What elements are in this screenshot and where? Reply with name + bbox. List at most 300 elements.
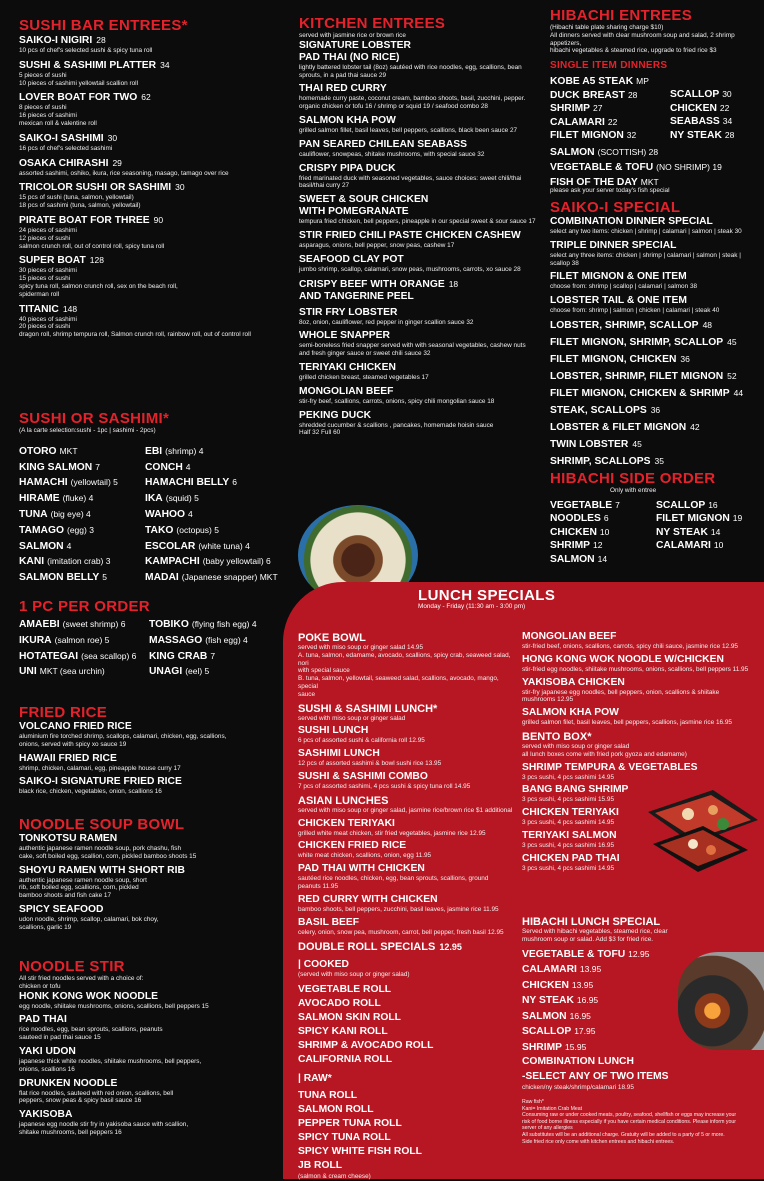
item-name-text: SAIKO-I NIGIRI [19,35,93,46]
menu-item [299,254,539,274]
item-desc: 20 pieces of sushi [19,323,71,331]
menu-item [550,116,670,130]
item-desc: cake, soft boiled egg, scallion, corn, pickled bamboo shoots 15 [19,852,197,860]
lunch-left-column [298,632,513,1181]
item-desc: 3 pcs sushi, 4 pcs sashimi 14.95 [522,864,614,872]
menu-item [299,83,539,111]
item-name-text: LOBSTER TAIL & ONE ITEM [550,295,687,307]
menu-item [550,455,762,468]
lunch-item [522,631,762,651]
menu-item [299,386,539,406]
item-price: 90 [153,214,164,225]
item-name-text: WHOLE SNAPPER [299,330,390,342]
menu-item [19,181,281,210]
item-name: FILET MIGNON [550,130,624,142]
item-name: NY STEAK [656,526,708,538]
lunch-section-title: BENTO BOX* [522,730,592,743]
lunch-subsection-title: | COOKED [298,959,349,971]
item-name-text: SAIKO-I SASHIMI [19,132,104,144]
item-desc: 8oz, onion, cauliflower, red pepper in ginger scallion sauce 32 [299,318,474,326]
menu-item [299,194,539,226]
item-name [299,254,539,266]
item-name [299,115,539,127]
roll-item: SPICY KANI ROLL [298,1026,388,1038]
item-desc: grilled chicken breast, steamed vegetables 17 [299,373,429,381]
item-note: 16.95 [569,1010,591,1021]
menu-item [19,132,281,153]
menu-item [145,554,281,570]
item-desc: rice noodles, egg, bean sprouts, scallions, peanuts [19,1026,163,1034]
menu-item [299,230,539,250]
item-desc: choose from: shrimp | scallop | calamari | salmon 38 [550,283,698,291]
section-sub: All dinners served with clear mushroom soup and salad, 2 shrimp appetizers, [550,31,735,47]
bento-box-photo [643,782,761,874]
item-note: 28 [724,129,735,140]
item-name [19,132,281,145]
item-desc: assorted sashimi, oshiko, ikura, rice seasoning, masago, tamago over rice [19,169,229,177]
menu-item [19,776,281,796]
item-note: 32 [626,130,637,141]
item-name-text: VOLCANO FRIED RICE [19,721,132,732]
item-name-text: SUSHI & SASHIMI PLATTER [19,59,157,71]
section-title: NOODLE STIR [19,958,125,975]
menu-item [19,633,151,649]
item-desc: organic chicken or tofu 16 / shrimp or squid 19 / seafood combo 28 [299,103,488,111]
item-name-text: LOBSTER, SHRIMP, SCALLOP [550,319,699,331]
menu-item [145,491,281,507]
item-name [550,455,762,468]
menu-item [149,664,281,680]
section-sub: served with jasmine rice or brown rice [299,32,406,39]
item-note: 16 [708,499,718,510]
item-name-text: PIRATE BOAT FOR THREE [19,214,150,226]
item-desc: 24 pieces of sashimi [19,226,77,234]
item-name-text: CRISPY PIPA DUCK [299,162,396,174]
item-note: 14 [710,526,721,537]
item-note: 27 [593,103,603,114]
noodle-stir-section [19,958,281,1137]
menu-item [550,89,670,103]
item-name-text: DRUNKEN NOODLE [19,1077,118,1089]
item-name: SHRIMP [550,540,591,552]
menu-item [145,444,281,460]
lunch-item [298,725,513,745]
item-name [19,157,281,170]
footer-line: Raw fish* [522,1099,544,1105]
lunch-sub: served with miso soup or ginger salad [298,714,406,722]
item-name [550,216,762,228]
item-name [19,904,281,916]
item-name-text: TWIN LOBSTER [550,438,629,450]
menu-item [19,475,155,491]
menu-item [19,34,281,55]
item-name: FISH OF THE DAY [550,176,638,188]
item-name [19,91,281,104]
lunch-item [522,654,762,674]
item-note: 10 [713,540,724,551]
item-note: MKT [640,176,659,187]
menu-item [550,438,762,451]
item-name: VEGETABLE [550,499,613,511]
item-desc: mushrooms 12.95 [522,696,574,704]
footer-line: server of any allergies [522,1125,573,1132]
item-desc: 12 pcs of assorted sashimi & bowl sushi rice 13.95 [298,760,442,768]
middle-column [299,0,539,437]
lunch-hours: Monday - Friday (11:30 am - 3:00 pm) [418,603,526,610]
item-name [550,387,762,400]
item-desc: 3 pcs sushi, 4 pcs sashimi 16.95 [522,841,614,849]
item-price: 18 [448,278,459,289]
item-desc: sautéed rice noodles, chicken, egg, bean sprouts, scallions, ground [298,875,489,883]
item-name-text: SHOYU RAMEN WITH SHORT RIB [19,864,185,876]
noodle-soup-section [19,816,281,932]
item-name-text: STIR FRIED CHILI PASTE CHICKEN CASHEW [299,229,521,241]
section-sub: hibachi vegetables & steamed rice, upgrade to fried rice $3 [550,47,717,55]
section-title: 1 PC PER ORDER [19,598,150,615]
item-name: OTORO [19,445,57,457]
item-note: 14 [597,553,608,564]
item-name: SHRIMP [550,103,591,115]
item-name: CONCH [145,461,183,473]
saiko-special-section [550,199,762,468]
menu-item [522,1070,762,1085]
item-note: (egg) 3 [67,524,94,535]
two-col-list [19,617,281,680]
item-desc: onions, served with spicy xo sauce 19 [19,740,127,748]
item-note: (sweet shrimp) 6 [62,619,126,629]
item-price: 30 [107,132,118,143]
item-desc: grilled salmon fillet, basil leaves, bell peppers, scallions, black been sauce 27 [299,126,518,134]
item-desc: 16 pcs of chef's selected sashimi [19,144,113,152]
item-name: HAMACHI BELLY [145,477,230,489]
item-desc: 3 pcs sushi, 4 pcs sashimi 14.95 [522,819,614,827]
menu-item [19,303,281,339]
item-name-text: HAWAII FRIED RICE [19,752,117,764]
menu-item [550,271,762,291]
item-price: 35 [654,455,664,466]
item-note: (NO SHRIMP) 19 [656,161,722,172]
item-name: HAMACHI [19,477,68,489]
item-name: HONG KONG WOK NOODLE W/CHICKEN [522,653,724,665]
item-note: (Japanese snapper) MKT [181,572,278,583]
item-note: 4 [66,540,72,551]
menu-item [19,460,155,476]
footer-line: All substitutes will be an additional charge. Gratuity will be added to a party of 5 or more. [522,1131,725,1138]
roll-item: SPICY TUNA ROLL [298,1132,391,1144]
item-desc: homemade curry paste, coconut cream, bamboo shoots, basil, zucchini, pepper. [299,95,526,103]
item-desc: udon noodle, shrimp, scallop, calamari, bok choy, [19,915,159,923]
item-desc: sprouts, in a pad thai sauce 29 [299,71,387,79]
item-note: (octopus) 5 [176,524,219,535]
item-name-text: FILET MIGNON, SHRIMP, SCALLOP [550,336,724,348]
lunch-sub: sauce [298,690,316,698]
item-desc: stir-fried beef, onions, scallions, carrots, spicy chili sauce, jasmine rice 12.95 [522,643,738,650]
item-name-text: SHRIMP, SCALLOPS [550,455,651,467]
lunch-item [522,762,762,782]
item-note: 4 [185,461,191,472]
item-name: YAKISOBA CHICKEN [522,676,625,688]
item-desc: bamboo shoots and fish cake 17 [19,892,112,900]
sushi-sashimi-section [19,410,281,586]
menu-item [550,539,656,553]
item-desc: semi-boneless fried snapper served with with seasonal vegetables, cashew nuts [299,342,526,350]
item-price: 36 [680,353,690,364]
section-title: FRIED RICE [19,704,108,721]
section-sub: Only with entree [610,487,657,494]
item-desc: black rice, chicken, vegetables, onion, scallions 16 [19,788,162,796]
hibachi-lunch-title: HIBACHI LUNCH SPECIAL [522,916,661,928]
roll-item: SPICY WHITE FISH ROLL [298,1146,422,1158]
section-title: NOODLE SOUP BOWL [19,816,185,833]
menu-item [550,353,762,366]
col-a [19,444,155,586]
hibachi-photo [678,952,764,1050]
item-name: SALMON BELLY [19,572,100,584]
item-desc: egg noodle, shiitake mushrooms, onions, scallions, bell peppers 15 [19,1002,209,1010]
item-name: SUSHI & SASHIMI COMBO [298,770,428,782]
item-desc: 40 pieces of sashimi [19,315,77,323]
item-name [299,386,539,398]
roll-item: AVOCADO ROLL [298,998,381,1010]
lunch-item [522,677,762,705]
roll-item: VEGETABLE ROLL [298,984,392,996]
item-desc: japanese egg noodle stir fry in yakisoba sauce with scallion, [19,1121,189,1129]
item-name-text: SWEET & SOUR CHICKEN [299,194,429,206]
item-note: 28 [627,89,638,100]
item-name: SHRIMP TEMPURA & VEGETABLES [522,761,698,773]
menu-item [550,319,762,332]
item-name: MONGOLIAN BEEF [522,631,617,642]
lunch-item [298,863,513,891]
menu-item [19,753,281,773]
item-note: 10 [599,526,610,537]
item-note: MKT (sea urchin) [39,666,105,677]
menu-item [149,617,281,633]
menu-item [299,307,539,327]
item-name [19,59,281,72]
item-name-text: SPICY SEAFOOD [19,903,104,915]
item-name [19,776,281,788]
item-desc: grilled white meat chicken, stir fried vegetables, jasmine rice 12.95 [298,829,486,837]
item-name: ESCOLAR [145,540,196,552]
menu-item [19,1014,281,1042]
item-desc: peppers, snow peas & spicy basil sauce 16 [19,1097,142,1105]
roll-item: SHRIMP & AVOCADO ROLL [298,1040,434,1052]
item-name [299,307,539,319]
item-note: (fluke) 4 [62,493,94,504]
item-name-text: TRICOLOR SUSHI OR SASHIMI [19,182,172,194]
item-note: 12 [593,540,603,551]
item-note: MKT [59,445,78,456]
item-name: SCALLOP [670,89,720,101]
item-name-text: TONKOTSU RAMEN [19,833,118,844]
item-name: UNAGI [149,666,183,678]
item-name: VEGETABLE & TOFU [550,161,654,173]
roll-item: PEPPER TUNA ROLL [298,1118,402,1130]
item-name: SASHIMI LUNCH [298,748,380,760]
item-name: SCALLOP [656,499,706,511]
item-name-text: OSAKA CHIRASHI [19,157,109,169]
item-desc: 15 pieces of sushi [19,275,71,283]
item-name [19,1078,281,1090]
item-name-line2: AND TANGERINE PEEL [299,290,414,302]
item-note: (shrimp) 4 [165,445,204,456]
item-note: 34 [722,116,733,127]
col-a [19,617,151,680]
menu-item [19,904,281,932]
menu-item [522,1055,762,1070]
item-name: SHRIMP [522,1041,563,1053]
menu-item [550,295,762,315]
item-name: SALMON [19,540,64,552]
roll-list [298,983,513,1067]
item-name-text: STIR FRY LOBSTER [299,306,398,318]
item-note: 7 [615,499,620,510]
menu-item [299,40,539,80]
menu-item [19,991,281,1011]
footer-line: Kani= Imitation Crab Meat [522,1105,583,1112]
item-desc: salmon crunch roll, out of control roll, spicy tuna roll [19,242,165,250]
item-note: (sea scallop) 6 [81,650,137,661]
lunch-item [298,917,513,937]
menu-item [19,444,155,460]
item-name: VEGETABLE & TOFU [522,948,626,960]
item-name [550,421,762,434]
item-name: TAKO [145,524,174,536]
item-desc: asparagus, onions, bell pepper, snow peas, cashew 17 [299,241,455,249]
item-name [550,240,762,252]
item-name-text: YAKI UDON [19,1045,76,1057]
menu-item [145,460,281,476]
item-name: SALMON [550,553,595,565]
item-note: 19 [732,513,743,524]
item-name-text: FILET MIGNON & ONE ITEM [550,271,687,283]
item-name: TUNA [19,508,48,520]
menu-item [145,507,281,523]
section-title: HIBACHI SIDE ORDER [550,470,716,487]
item-desc: rib, soft boiled egg, scallions, corn, pickled [19,884,139,892]
roll-item: SALMON ROLL [298,1104,374,1116]
item-desc: 18 pcs of sashimi (tuna, salmon, yellowtail) [19,202,141,210]
menu-item [550,102,670,116]
item-name [299,40,539,52]
item-name [19,1046,281,1058]
item-name: KING SALMON [19,461,93,473]
lunch-sub: served with miso soup or ginger salad [522,742,630,750]
menu-item [19,491,155,507]
item-name: CHICKEN TERIYAKI [298,817,395,829]
item-name: RED CURRY WITH CHICKEN [298,893,438,905]
item-name: CHICKEN FRIED RICE [298,840,407,852]
menu-item [656,539,762,553]
item-name-text: TRIPLE DINNER SPECIAL [550,239,677,251]
item-desc: authentic japanese ramen noodle soup, pork chashu, fish [19,845,182,852]
item-name-text: TITANIC [19,303,59,315]
footer-line: Consuming raw or under cooked meats, poultry, seafood, shellfish or eggs may increase your [522,1112,737,1119]
item-price: 62 [141,92,151,103]
col-b [145,444,281,586]
menu-item [550,370,762,383]
item-name: SCALLOP [522,1026,572,1038]
lunch-title: LUNCH SPECIALS [418,587,556,604]
item-name [550,353,762,366]
item-desc: 15 pcs of sushi (tuna, salmon, yellowtail) [19,194,134,202]
item-name: SEABASS [670,116,720,128]
item-name [19,303,281,316]
item-name: FILET MIGNON [656,513,730,525]
item-name: IKURA [19,634,52,646]
lunch-sub: with special sauce [298,667,350,675]
two-col-list [550,499,762,567]
menu-item [19,617,151,633]
roll-item: CALIFORNIA ROLL [298,1054,392,1066]
footer-line: Side fried rice only come with kitchen entrees and hibachi entrees. [522,1138,675,1145]
item-note: 7 [210,650,216,661]
item-desc: bamboo shoots, bell peppers, zucchini, basil leaves, jasmine rice 11.95 [298,905,499,913]
item-name [550,336,762,349]
item-name-text: FILET MIGNON, CHICKEN [550,353,677,365]
item-name-text: LOBSTER, SHRIMP, FILET MIGNON [550,370,724,382]
item-name: TOBIKO [149,619,189,630]
item-desc: 7 pcs of assorted sashimi, 4 pcs sushi & spicy tuna roll 14.95 [298,782,471,790]
item-name: COMBINATION LUNCH [522,1056,634,1068]
col-a [550,499,656,567]
item-name: BASIL BEEF [298,916,360,928]
item-desc: lightly battered lobster tail (8oz) sautéed with rice noodles, egg, scallions, bean [299,63,522,71]
item-name: TERIYAKI SALMON [522,829,617,841]
item-name [550,370,762,383]
item-desc: tempura fried chicken, bell peppers, pineapple in our special sweet & sour sauce 17 [299,218,536,226]
roll-item: SALMON SKIN ROLL [298,1012,401,1024]
section-title: SUSHI BAR ENTREES* [19,17,188,34]
item-desc: grilled salmon filet, basil leaves, bell peppers, scallions, jasmine rice 16.95 [522,719,732,727]
item-name: NOODLES [550,513,601,525]
lunch-item [298,771,513,791]
item-name: NY STEAK [522,995,574,1007]
sushi-bar-section [19,17,281,339]
item-note: 16.95 [576,995,599,1006]
item-note: (salmon roe) 5 [54,634,110,645]
menu-item [670,102,762,116]
item-name: -SELECT ANY OF TWO ITEMS [522,1070,669,1082]
menu-item [145,570,281,586]
item-name [19,721,281,733]
item-price: 30 [175,182,185,193]
item-name: SUSHI LUNCH [298,725,369,737]
item-price: 48 [702,319,713,330]
item-desc: Half 32 Full 60 [299,429,341,437]
item-name [550,271,762,283]
menu-item [145,523,281,539]
menu-item [299,330,539,358]
item-desc: peanuts 11.95 [298,882,339,890]
item-desc: fried marinated duck with seasoned vegetables, sauce choices: sweet chili/thai [299,174,522,182]
footer-line: risk of food borne illness especially if you have certain medical conditions. Please inform your [522,1118,736,1125]
item-desc: 10 pieces of sashimi yellowtail scallion roll [19,79,138,87]
item-name [299,362,539,374]
roll-item: JB ROLL [298,1160,343,1172]
menu-item [550,553,656,567]
item-note: 7 [95,461,100,472]
lunch-sub: (salmon & cream cheese) [298,1173,371,1181]
item-note: 13.95 [571,979,594,990]
item-desc: 5 pieces of sushi [19,71,67,79]
item-name-text: SAIKO-I SIGNATURE FRIED RICE [19,776,182,788]
item-name: MADAI [145,572,179,584]
menu-item [656,499,762,513]
item-price: 42 [690,421,700,432]
section-sub: (Hibachi table plate sharing charge $10) [550,24,664,31]
